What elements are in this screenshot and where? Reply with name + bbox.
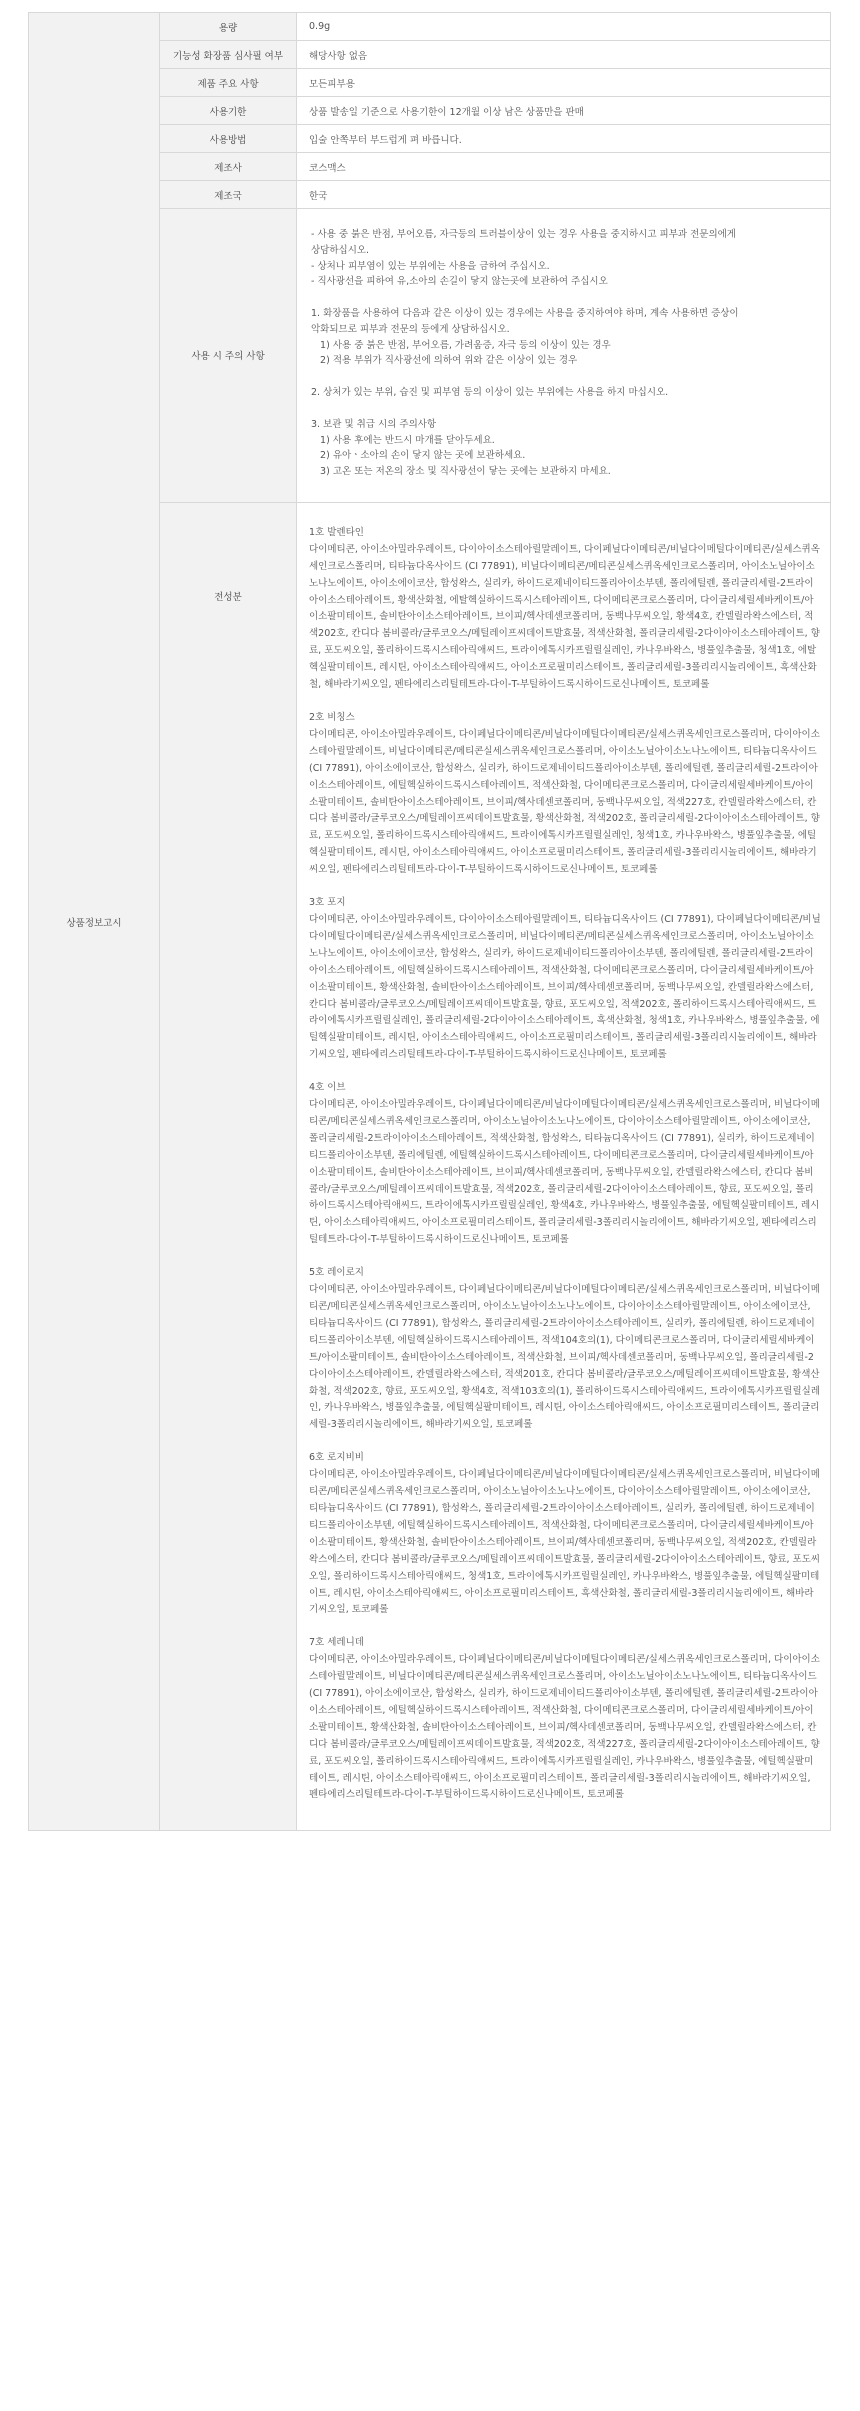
row-capacity: [29, 13, 831, 41]
value-ingredients: [297, 502, 831, 1830]
caution-line: - 사용 중 붉은 반점, 부어오름, 자극등의 트러블이상이 있는 경우 사용을 중지하시고 피부과 전문의에게: [311, 229, 736, 240]
label-ingredients: 전성분: [160, 502, 297, 1830]
shade-block: [309, 525, 822, 694]
shade-block: [309, 1635, 822, 1804]
value-manufacturer: 코스맥스: [297, 153, 831, 181]
value-caution: [297, 209, 831, 503]
shade-title: 1호 발렌타인: [309, 526, 364, 538]
shade-block: [309, 710, 822, 879]
shade-block: [309, 895, 822, 1064]
group-label: 상품정보고시: [29, 13, 160, 1831]
caution-gap: [311, 401, 818, 417]
caution-line: 상담하십시오.: [311, 244, 370, 256]
shade-title: 4호 이브: [309, 1082, 346, 1094]
caution-line: 1. 화장품을 사용하여 다음과 같은 이상이 있는 경우에는 사용을 중지하여야 하며, 계속 사용하면 증상이: [311, 308, 739, 320]
value-functional-review: 해당사항 없음: [297, 41, 831, 69]
shade-block: [309, 1450, 822, 1619]
label-caution: 사용 시 주의 사항: [160, 209, 297, 503]
caution-line: 2. 상처가 있는 부위, 습진 및 피부염 등의 이상이 있는 부위에는 사용을 하지 마십시오.: [311, 387, 669, 399]
caution-line: - 직사광선을 피하여 유,소아의 손길이 닿지 않는곳에 보관하여 주십시오: [311, 276, 608, 288]
shade-title: 6호 로지비비: [309, 1452, 364, 1464]
label-usage: 사용방법: [160, 125, 297, 153]
caution-line: 2) 유아ㆍ소아의 손이 닿지 않는 곳에 보관하세요.: [311, 450, 526, 462]
value-expiry: 상품 발송일 기준으로 사용기한이 12개월 이상 남은 상품만을 판매: [297, 97, 831, 125]
value-main-spec: 모든피부용: [297, 69, 831, 97]
caution-gap: [311, 369, 818, 385]
shade-block: [309, 1265, 822, 1434]
label-manufacturer: 제조사: [160, 153, 297, 181]
caution-line: 1) 사용 후에는 반드시 마개를 닫아두세요.: [311, 434, 495, 446]
shade-ingredients: 다이메티콘, 아이소아밀라우레이트, 다이아이소스테아릴말레이트, 티타늄디옥사이드 (CI 77891), 다이페닐다이메티콘/비닐다이메틸다이메티콘/실세스퀴옥세인크로스폴리머, 비닐다이메티콘/메티콘실세스퀴옥세인크로스폴리머, 아이소노닐아이소노나노에이트, 아이소에이코산, 합성왁스, 실리카, 하이드로제네이티드폴리아이소부텐, 폴리에틸렌, 폴리글리세릴-2트라이아이소스테아레이트, 에틸헥실하이드록시스테아레이트, 적색산화철, 다이메티콘크로스폴리머, 다이글리세릴세바케이트/아이소팔미테이트, 황색산화철, 솔비탄아이소스테아레이트, 브이피/헥사데센코폴리머, 동백나무씨오일, 칸델릴라왁스에스터, 칸디다 봄비콜라/글루코오스/메틸레이프씨데이트발효물, 향료, 포도씨오일, 적색202호, 폴리하이드록시스테아릭애씨드, 트라이에톡시카프릴릴실레인, 폴리글리세릴-2다이아이소스테아레이트, 흑색산화철, 청색1호, 카나우바왁스, 병풀잎추출물, 에틸헥실팔미테이트, 레시틴, 아이소스테아릭애씨드, 아이소프로필미리스테이트, 폴리글리세릴-3폴리리시놀리에이트, 해바라기씨오일, 펜타에리스리틸테트라-다이-T-부틸하이드록시하이드로신나메이트, 토코페롤: [309, 913, 821, 1061]
shade-ingredients: 다이메티콘, 아이소아밀라우레이트, 다이페닐다이메티콘/비닐다이메틸다이메티콘/실세스퀴옥세인크로스폴리머, 비닐다이메티콘/메티콘실세스퀴옥세인크로스폴리머, 아이소노닐아이소노나노에이트, 다이아이소스테아릴말레이트, 아이소에이코산, 티타늄디옥사이드 (CI 77891), 합성왁스, 폴리글리세릴-2트라이아이소스테아레이트, 실리카, 폴리에틸렌, 하이드로제네이티드폴리아이소부텐, 에틸헥실하이드록시스테아레이트, 적색104호의(1), 다이메티콘크로스폴리머, 다이글리세릴세바케이트/아이소팔미테이트, 솔비탄아이소스테아레이트, 적색산화철, 브이피/헥사데센코폴리머, 동백나무씨오일, 폴리글리세릴-2다이아이소스테아레이트, 칸델릴라왁스에스터, 적색201호, 칸디다 봄비콜라/글루코오스/메틸레이프씨데이트발효물, 황색산화철, 적색202호, 향료, 포도씨오일, 황색4호, 적색103호의(1), 폴리하이드록시스테아릭애씨드, 트라이에톡시카프릴릴실레인, 카나우바왁스, 병풀잎추출물, 에틸헥실팔미테이트, 레시틴, 아이소스테아릭애씨드, 아이소프로필미리스테이트, 폴리글리세릴-3폴리리시놀리에이트, 해바라기씨오일, 토코페롤: [309, 1284, 821, 1431]
caution-line: 1) 사용 중 붉은 반점, 부어오름, 가려움증, 자극 등의 이상이 있는 경우: [311, 339, 611, 351]
shade-block: [309, 1080, 822, 1249]
shade-title: 5호 레이로지: [309, 1267, 364, 1279]
shade-title: 7호 세레니데: [309, 1637, 364, 1649]
label-main-spec: 제품 주요 사항: [160, 69, 297, 97]
value-origin-country: 한국: [297, 181, 831, 209]
shade-title: 2호 비칭스: [309, 712, 355, 724]
caution-line: - 상처나 피부염이 있는 부위에는 사용을 금하여 주십시오.: [311, 260, 550, 272]
product-info-table: [28, 12, 831, 1831]
value-usage: 입술 안쪽부터 부드럽게 펴 바릅니다.: [297, 125, 831, 153]
caution-gap: [311, 290, 818, 306]
shade-ingredients: 다이메티콘, 아이소아밀라우레이트, 다이아이소스테아릴말레이트, 다이페닐다이메티콘/비닐다이메틸다이메티콘/실세스퀴옥세인크로스폴리머, 티타늄다옥사이드 (CI 77891), 비닐다이메티콘/메티콘실세스퀴옥세인크로스폴리머, 아이소노닐아이소노나노에이트, 아이소에이코산, 합성왁스, 실리카, 하이드로제네이티드폴리아이소부텐, 폴리에틸렌, 폴리글리세릴-2트라이아이소스테아레이트, 황색산화철, 에탈헥실하이드록시스테아레이트, 다이메티콘크로스폴리머, 다이글리세릴세바케이트/아이소팔미테이트, 솔비탄아이소스테아레이트, 브이피/헥사데센코폴리머, 동백나무씨오일, 황색4호, 칸델릴라왁스에스터, 적색202호, 칸디다 봄비콜라/글루코오스/메틸레이프씨데이트발효물, 적색산화철, 폴리글리세릴-2다이아이소스테아레이트, 향료, 포도씨오일, 폴리하이드록시스테아릭애씨드, 트라이에톡시카프릴릴실레인, 카나우바왁스, 병풀잎추출물, 청색1호, 에탈헥실팔미테이트, 레시틴, 아이소스테아릭애씨드, 아이소프로필미리스테이트, 폴리글리세릴-3폴리리시놀리에이트, 흑색산화철, 해바라기씨오일, 펜타에리스리틸테트라-다이-T-부틸하이드록시하이드로신나메이트, 토코페롤: [309, 543, 820, 691]
label-expiry: 사용기한: [160, 97, 297, 125]
caution-line: 2) 적용 부위가 직사광선에 의하여 위와 같은 이상이 있는 경우: [311, 355, 578, 367]
product-info-table-wrapper: [28, 12, 830, 1831]
shade-title: 3호 포지: [309, 897, 346, 909]
caution-line: 3. 보관 및 취급 시의 주의사항: [311, 418, 437, 430]
label-functional-review: 기능성 화장품 심사필 여부: [160, 41, 297, 69]
caution-line: 악화되므로 피부과 전문의 등에게 상담하십시오.: [311, 323, 510, 335]
shade-ingredients: 다이메티콘, 아이소아밀라우레이트, 다이페닐다이메티콘/비닐다이메틸다이메티콘/실세스퀴옥세인크로스폴리머, 비닐다이메티콘/메티콘실세스퀴옥세인크로스폴리머, 아이소노닐아이소노나노에이트, 다이아이소스테아릴말레이트, 아이소에이코산, 폴리글리세릴-2트라이아이소스테아레이트, 적색산화철, 합성왁스, 티타늄디옥사이드 (CI 77891), 실리카, 하이드로제네이티드폴리아이소부텐, 폴리에틸렌, 에틸헥실하이드록시스테아레이트, 다이메티콘크로스폴리머, 다이글리세릴세바케이트/아이소팔미테이트, 솔비탄아이소스테아레이트, 브이피/헥사데센코폴리머, 동백나무씨오일, 칸델릴라왁스에스터, 칸디다 봄비콜라/글루코오스/메틸레이프씨데이트발효물, 적색202호, 폴리글리세릴-2다이아이소스테아레이트, 향료, 포도씨오일, 폴리하이드록시스테아릭애씨드, 트라이에톡시카프릴릴실레인, 황색4호, 카나우바왁스, 병풀잎추출물, 에틸헥실팔미테이트, 레시틴, 아이소스테아릭애씨드, 아이소프로필미리스테이트, 폴리글리세릴-3폴리리시놀리에이트, 해바라기씨오일, 펜타에리스리틸테트라-다이-T-부틸하이드록시하이드로신나메이트, 토코페롤: [309, 1099, 820, 1246]
shade-ingredients: 다이메티콘, 아이소아밀라우레이트, 다이페닐다이메티콘/비닐다이메틸다이메티콘/실세스퀴옥세인크로스폴리머, 비닐다이메티콘/메티콘실세스퀴옥세인크로스폴리머, 아이소노닐아이소노나노에이트, 다이아이소스테아릴말레이트, 아이소에이코산, 티타늄디옥사이드 (CI 77891), 합성왁스, 폴리글리세릴-2트라이아이소스테아레이트, 실리카, 폴리에틸렌, 하이드로제네이티드폴리아이소부텐, 에틸헥실하이드록시스테아레이트, 적색산화철, 다이메티콘크로스폴리머, 다이글리세릴세바케이트/아이소팔미테이트, 황색산화철, 솔비탄아이소스테아레이트, 브이피/헥사데센코폴리머, 동백나무씨오일, 적색202호, 칸델릴라왁스에스터, 칸디다 봄비콜라/글루코오스/메틸레이프씨데이트발효물, 폴리글리세릴-2다이아이소스테아레이트, 향료, 포도씨오일, 폴리하이드록시스테아릭애씨드, 청색1호, 트라이에톡시카프릴릴실레인, 카나우바왁스, 병풀잎추출물, 에틸헥실팔미테이트, 레시틴, 아이소스테아릭애씨드, 아이소프로필미리스테이트, 흑색산화철, 폴리글리세릴-3폴리리시놀리에이트, 해바라기씨오일, 토코페롤: [309, 1469, 821, 1616]
value-capacity: 0.9g: [297, 13, 831, 41]
label-capacity: 용량: [160, 13, 297, 41]
shade-ingredients: 다이메티콘, 아이소아밀라우레이트, 다이페닐다이메티콘/비닐다이메틸다이메티콘/실세스퀴옥세인크로스폴리머, 다이아이소스테아릴말레이트, 비닐다이메티콘/메티콘실세스퀴옥세인크로스폴리머, 아이소노닐아이소노나노에이트, 티타늄디옥사이드 (CI 77891), 아이소에이코산, 합성왁스, 실리카, 하이드로제네이티드폴리아이소부텐, 폴리에틸렌, 폴리글리세릴-2트라이아이소스테아레이트, 에틸헥실하이드록시스테아레이트, 적색산화철, 다이메티콘크로스폴리머, 다이글리세릴세바케이트/아이소팔미테이트, 솔비탄아이소스테아레이트, 브이피/헥사데센코폴리머, 동백나무씨오일, 적색227호, 칸델릴라왁스에스터, 칸디다 봄비콜라/글루코오스/메틸레이프씨데이트발효물, 황색산화철, 적색202호, 폴리글리세릴-2다이아이소스테아레이트, 향료, 포도씨오일, 폴리하이드록시스테아릭애씨드, 트라이에톡시카프릴릴실레인, 청색1호, 카나우바왁스, 병풀잎추출물, 에틸헥실팔미테이트, 레시틴, 아이소스테아릭애씨드, 아이소프로필미리스테이트, 폴리글리세릴-3폴리리시놀리에이트, 해바라기씨오일, 펜타에리스리틸테트라-다이-T-부틸하이드록시하이드로신나메이트, 토코페롤: [309, 728, 820, 876]
caution-line: 3) 고온 또는 저온의 장소 및 직사광선이 닿는 곳에는 보관하지 마세요.: [311, 466, 611, 478]
label-origin-country: 제조국: [160, 181, 297, 209]
shade-ingredients: 다이메티콘, 아이소아밀라우레이트, 다이페닐다이메티콘/비닐다이메틸다이메티콘/실세스퀴옥세인크로스폴리머, 다이아이소스테아릴말레이트, 비닐다이메티콘/메티콘실세스퀴옥세인크로스폴리머, 아이소노닐아이소노나노에이트, 티타늄디옥사이드 (CI 77891), 아이소에이코산, 합성왁스, 실리카, 하이드로제네이티드폴리아이소부텐, 폴리에틸렌, 폴리글리세릴-2트라이아이소스테아레이트, 에틸헥실하이드록시스테아레이트, 적색산화철, 다이메티콘크로스폴리머, 다이글리세릴세바케이트/아이소팔미테이트, 황색산화철, 솔비탄아이소스테아레이트, 브이피/헥사데센코폴리머, 동백나무씨오일, 칸델릴라왁스에스터, 칸디다 봄비콜라/글루코오스/메틸레이프씨데이트발효물, 적색202호, 적색227호, 폴리글리세릴-2다이아이소스테아레이트, 향료, 포도씨오일, 폴리하이드록시스테아릭애씨드, 트라이에톡시카프릴릴실레인, 카나우바왁스, 병풀잎추출물, 에틸헥실팔미테이트, 레시틴, 아이소스테아릭애씨드, 아이소프로필미리스테이트, 폴리글리세릴-3폴리리시놀리에이트, 해바라기씨오일, 펜타에리스리틸테트라-다이-T-부틸하이드록시하이드로신나메이트, 토코페롤: [309, 1654, 820, 1801]
